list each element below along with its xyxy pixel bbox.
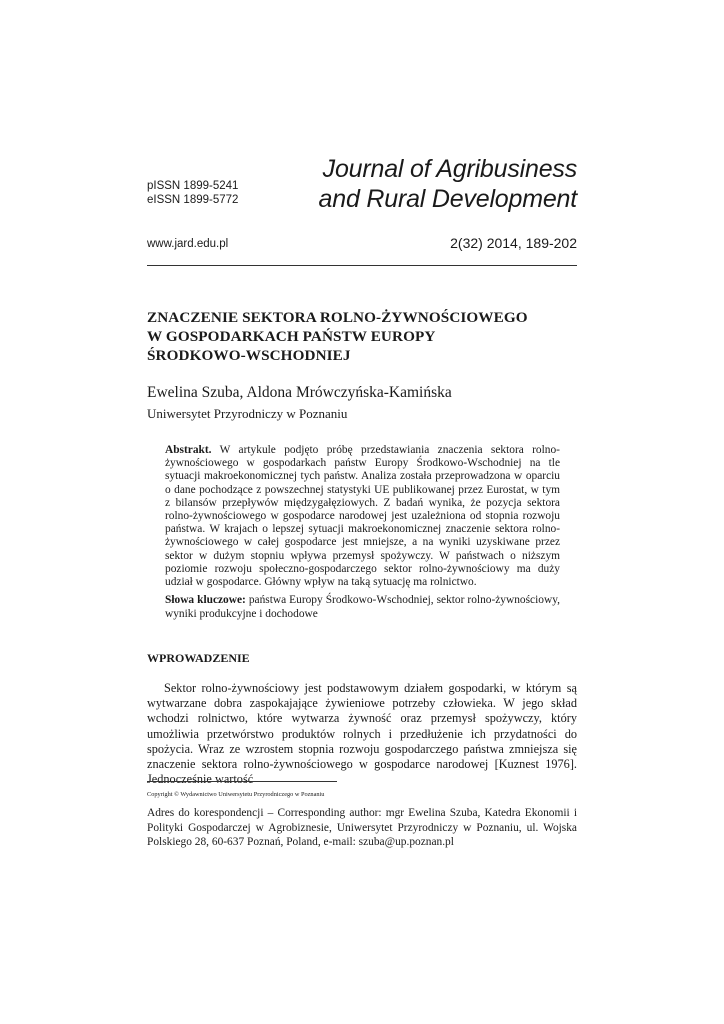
- correspondence-note: Adres do korespondencji – Corresponding author: mgr Ewelina Szuba, Katedra Ekonomii i Polityki Gospodarczej w Agrobiznesie, Uniwersytet Przyrodniczy w Poznaniu, ul. Wojska Polskiego 28, 60-637 Poznań, Poland, e-mail: szuba@up.poznan.pl: [147, 807, 577, 849]
- issn-block: [147, 179, 238, 207]
- copyright-notice: Copyright © Wydawnictwo Uniwersytetu Przyrodniczego w Poznaniu: [147, 791, 325, 798]
- authors: Ewelina Szuba, Aldona Mrówczyńska-Kamińska: [147, 384, 452, 401]
- article-title-line: ŚRODKOWO-WSCHODNIEJ: [147, 347, 351, 364]
- header-divider: [147, 265, 577, 266]
- pissn: pISSN 1899-5241: [147, 180, 239, 192]
- journal-title-line-2: and Rural Development: [318, 185, 577, 213]
- article-title: [147, 308, 577, 365]
- intro-paragraph: Sektor rolno-żywnościowy jest podstawowym działem gospodarki, w którym są wytwarzane dobra zaspokajające żywieniowe potrzeby człowieka. W jego skład wchodzi rolnictwo, które wytwarza żywność oraz przemysł spożywczy, który umożliwia przetwórstwo produktów rolnych i przedłużenie ich przydatności do spożycia. Wraz ze wzrostem stopnia rozwoju gospodarczego państwa zmniejsza się znaczenie sektora rolno-żywnościowego w gospodarce narodowej [Kuznest 1976]. Jednocześnie wartość: [147, 681, 577, 787]
- journal-website[interactable]: www.jard.edu.pl: [147, 238, 229, 250]
- keywords-text: państwa Europy Środkowo-Wschodniej, sektor rolno-żywnościowy, wyniki produkcyjne i dochodowe: [165, 594, 560, 620]
- issue-info: 2(32) 2014, 189-202: [450, 235, 577, 251]
- footnote-divider: [147, 781, 337, 782]
- affiliation: Uniwersytet Przyrodniczy w Poznaniu: [147, 406, 348, 421]
- abstract: [165, 444, 560, 589]
- journal-title: [319, 154, 577, 214]
- article-title-line: W GOSPODARKACH PAŃSTW EUROPY: [147, 328, 436, 345]
- keywords-label: Słowa kluczowe:: [165, 594, 246, 606]
- journal-title-line-1: Journal of Agribusiness: [322, 155, 577, 183]
- article-title-line: ZNACZENIE SEKTORA ROLNO-ŻYWNOŚCIOWEGO: [147, 309, 528, 326]
- eissn: eISSN 1899-5772: [147, 194, 239, 206]
- section-heading: WPROWADZENIE: [147, 651, 250, 665]
- keywords: [165, 593, 560, 621]
- abstract-text: W artykule podjęto próbę przedstawiania znaczenia sektora rolno-żywnościowego w gospodarkach państw Europy Środkowo-Wschodniej na tle sytuacji makroekonomicznej tych państw. Analiza została przeprowadzona w oparciu o dane pochodzące z powszechnej statystyki UE publikowanej przez Eurostat, w tym z bilansów przepływów międzygałęziowych. Z badań wynika, że pozycja sektora rolno-żywnościowego w gospodarce narodowej jest uzależniona od stopnia rozwoju państwa. W krajach o lepszej sytuacji makroekonomicznej znaczenie sektora rolno-żywnościowego w całej gospodarce jest mniejsze, a na wyniki uzyskiwane przez sektor w dużym stopniu wpływa przemysł spożywczy. W państwach o niższym poziomie rozwoju społeczno-gospodarczego sektor rolno-żywnościowy ma duży udział w gospodarce. Główny wpływ na taką sytuację ma rolnictwo.: [165, 444, 560, 589]
- abstract-label: Abstrakt.: [165, 444, 212, 456]
